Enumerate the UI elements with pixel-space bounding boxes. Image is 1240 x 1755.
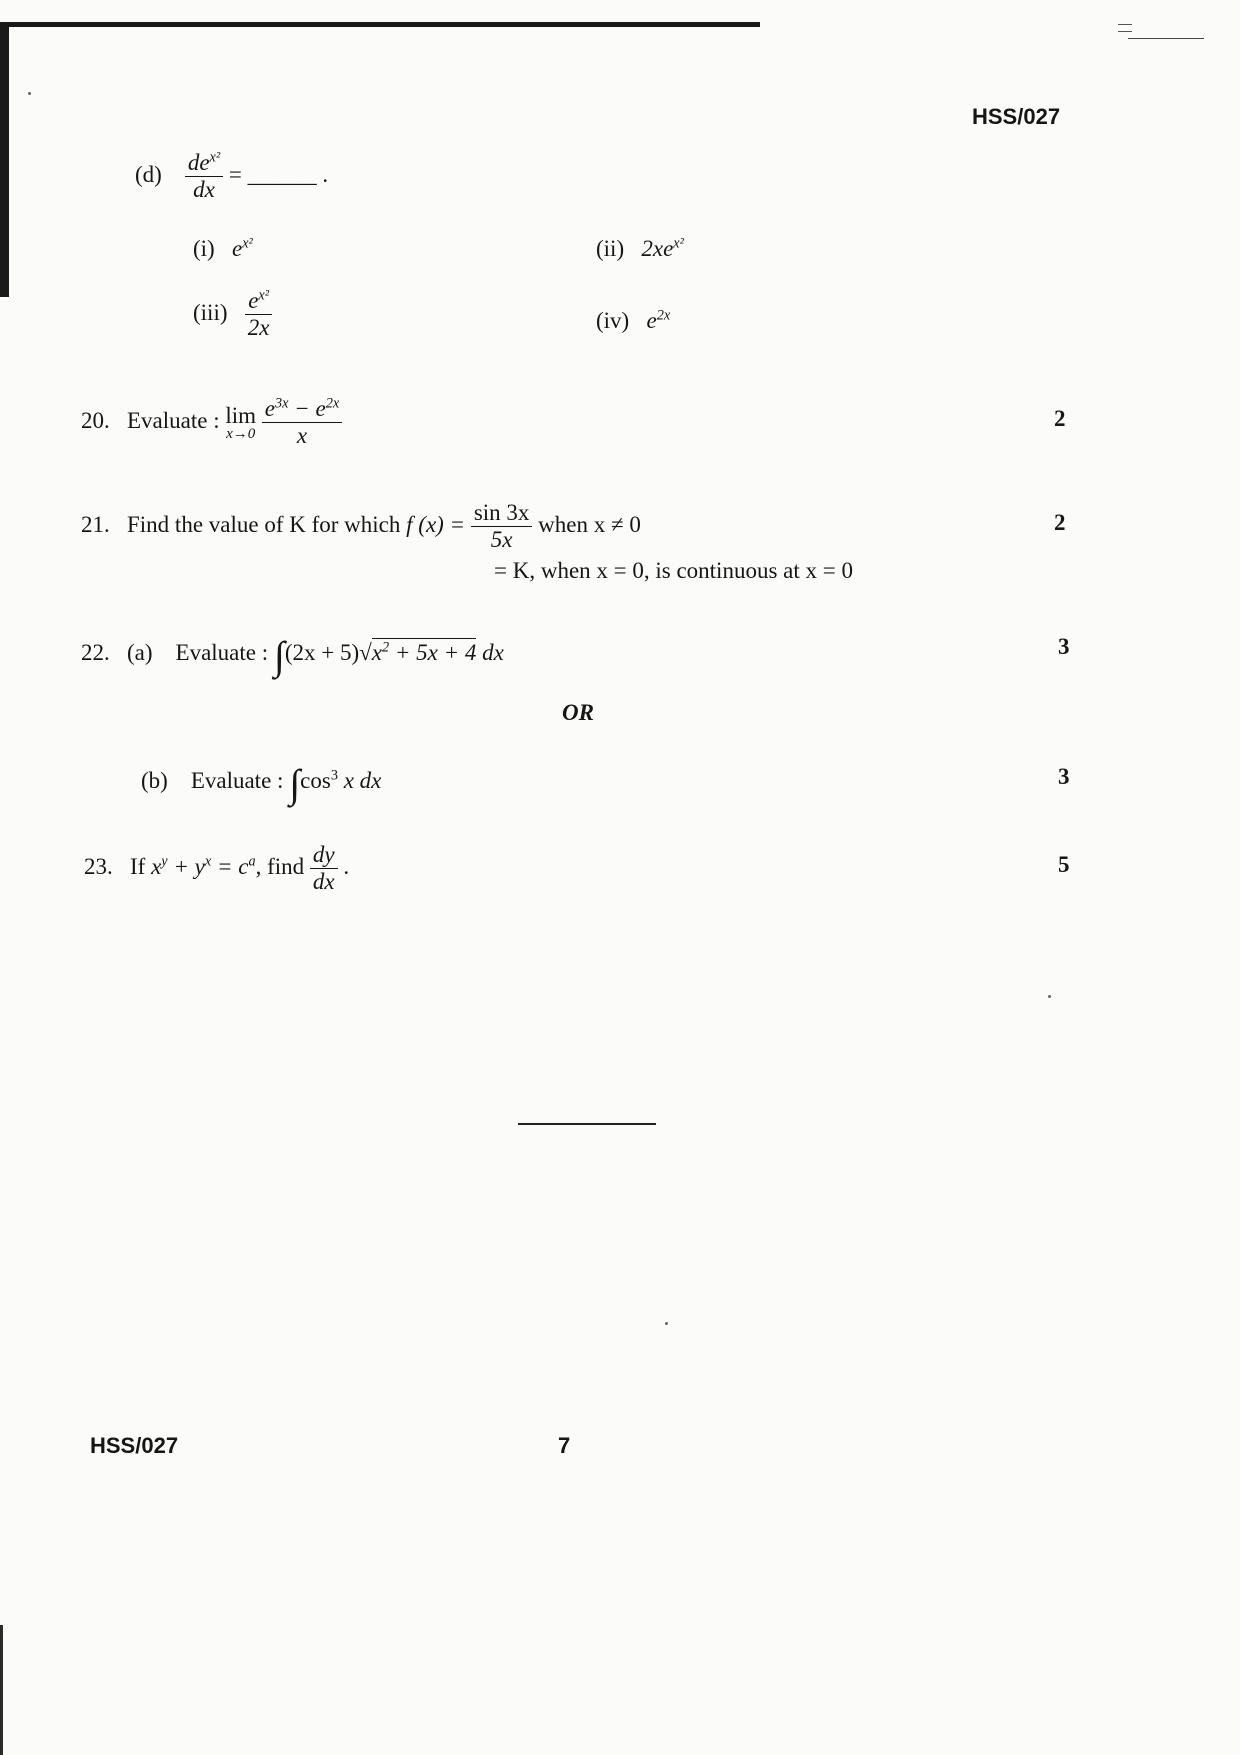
scan-mark-top-right-small [1118, 24, 1132, 32]
scan-mark-top-right [1128, 38, 1204, 39]
scan-speck [665, 1322, 668, 1325]
scan-border-top [0, 22, 760, 27]
limit: lim x→0 [225, 402, 257, 442]
question-number: 21. [81, 512, 110, 538]
scan-border-left-bottom [0, 1625, 3, 1755]
blank: = ______ . [228, 162, 329, 188]
marks-22a: 3 [1058, 634, 1070, 659]
option-label: (d) [135, 162, 162, 188]
page-header-code: HSS/027 [972, 104, 1061, 129]
question-21: 21. Find the value of K for which f (x) = $\frac{\sin 3x}{5x}$ when x ≠ 0 [81, 500, 641, 553]
option-iii: (iii) $\frac{e^{x^2}}{2x}$ [193, 288, 272, 342]
integral-sign: ∫ [289, 761, 301, 806]
marks-21: 2 [1054, 510, 1066, 535]
question-19d [135, 150, 328, 204]
function-fraction: $\frac{\sin 3x}{5x}$ [471, 500, 533, 554]
marks-23: 5 [1058, 852, 1070, 877]
marks-22b: 3 [1058, 764, 1070, 789]
or-separator: OR [562, 700, 594, 725]
end-of-section-rule [518, 1123, 656, 1125]
question-22b: (b) Evaluate : $\int\cos^3$ x dx [141, 761, 382, 806]
limit-fraction: $\frac{e^{3x} - e^{2x}}{x}$ [262, 396, 342, 450]
scan-speck [28, 92, 31, 95]
question-number: 20. [81, 408, 110, 434]
option-i: (i) $e^{x^2}$ [193, 235, 253, 261]
option-iv: (iv) $e^{2x}$ [596, 307, 671, 333]
question-20: 20. Evaluate : lim x→0 $\frac{e^{3x} - e^{2x}}{x}$ [81, 396, 342, 450]
marks-20: 2 [1054, 406, 1066, 431]
derivative-fraction: $\frac{de^{x^2}}{dx}$ [185, 150, 223, 204]
question-21-condition: = K, when x = 0, is continuous at x = 0 [494, 558, 853, 583]
scan-speck [1048, 995, 1051, 998]
derivative-fraction: $\frac{dy}{dx}$ [310, 842, 338, 896]
option-ii: (ii) $2xe^{x^2}$ [596, 235, 684, 261]
scan-border-left [0, 22, 9, 297]
question-22a: 22. (a) Evaluate : $\int(2x + 5)√x^2 + 5x + 4$ dx [81, 633, 504, 678]
integral-sign: ∫ [273, 633, 285, 678]
question-23: 23. If $x^y + y^x = c^a$, find $\frac{dy}{dx}$ . [84, 842, 350, 895]
page-number: 7 [558, 1433, 571, 1458]
page-footer-code: HSS/027 [90, 1433, 179, 1458]
question-number: 23. [84, 854, 113, 880]
question-number: 22. [81, 640, 110, 665]
